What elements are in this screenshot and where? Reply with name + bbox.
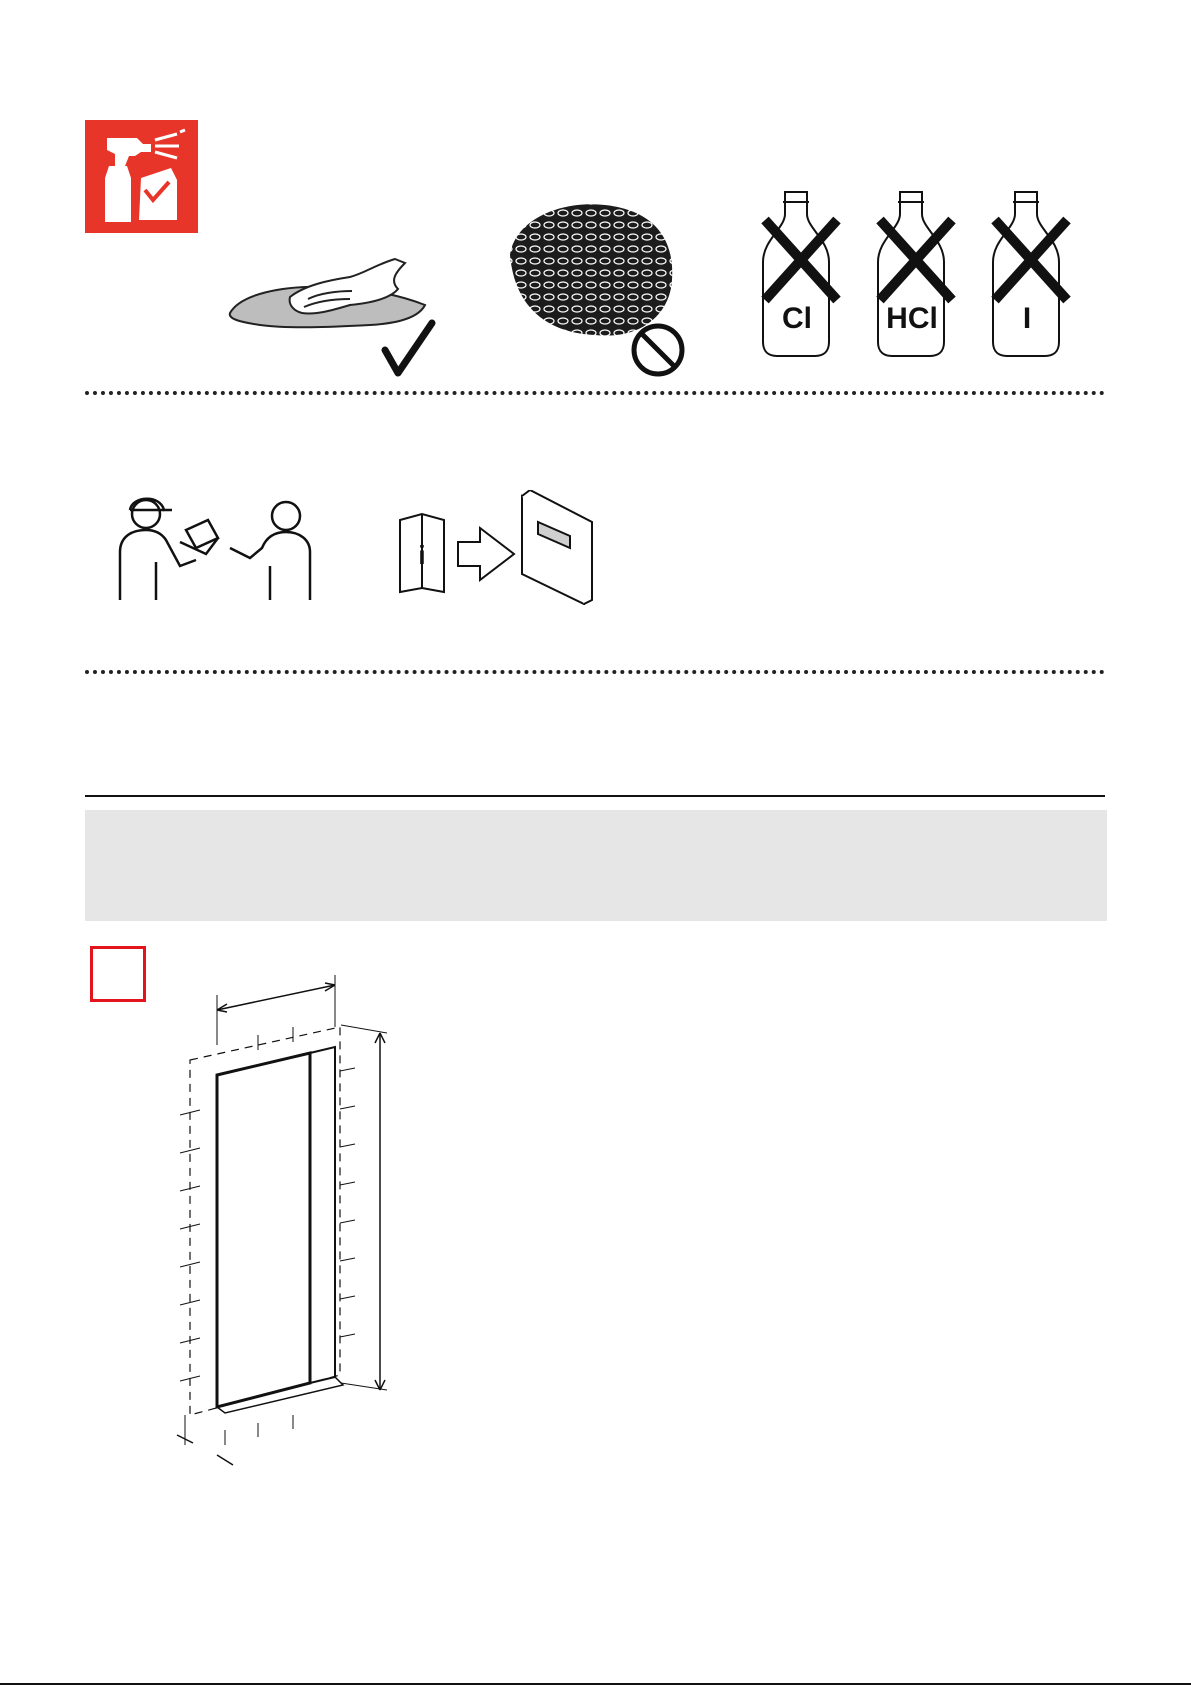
soft-cloth-wipe-icon	[220, 255, 440, 380]
bottle-label-i: I	[1022, 302, 1032, 335]
step-header-band	[85, 810, 1107, 921]
section-divider-1	[85, 391, 1105, 395]
niche-installation-drawing	[165, 975, 405, 1475]
bottle-cl	[763, 192, 837, 356]
bottle-label-cl: Cl	[782, 302, 812, 335]
svg-text:i: i	[418, 540, 426, 570]
bottle-i	[993, 192, 1067, 356]
technician-handover-icon	[118, 490, 313, 605]
section-rule	[85, 795, 1105, 797]
chemical-bottle-prohibited-icon	[755, 190, 1095, 360]
step-number-box	[90, 946, 146, 1002]
manual-handover-icon	[398, 490, 593, 605]
section-divider-2	[85, 670, 1105, 674]
cleaning-spray-icon	[85, 120, 198, 233]
steel-wool-prohibited-icon	[500, 195, 690, 380]
bottle-hcl	[878, 192, 952, 356]
bottle-label-hcl: HCl	[886, 302, 938, 335]
